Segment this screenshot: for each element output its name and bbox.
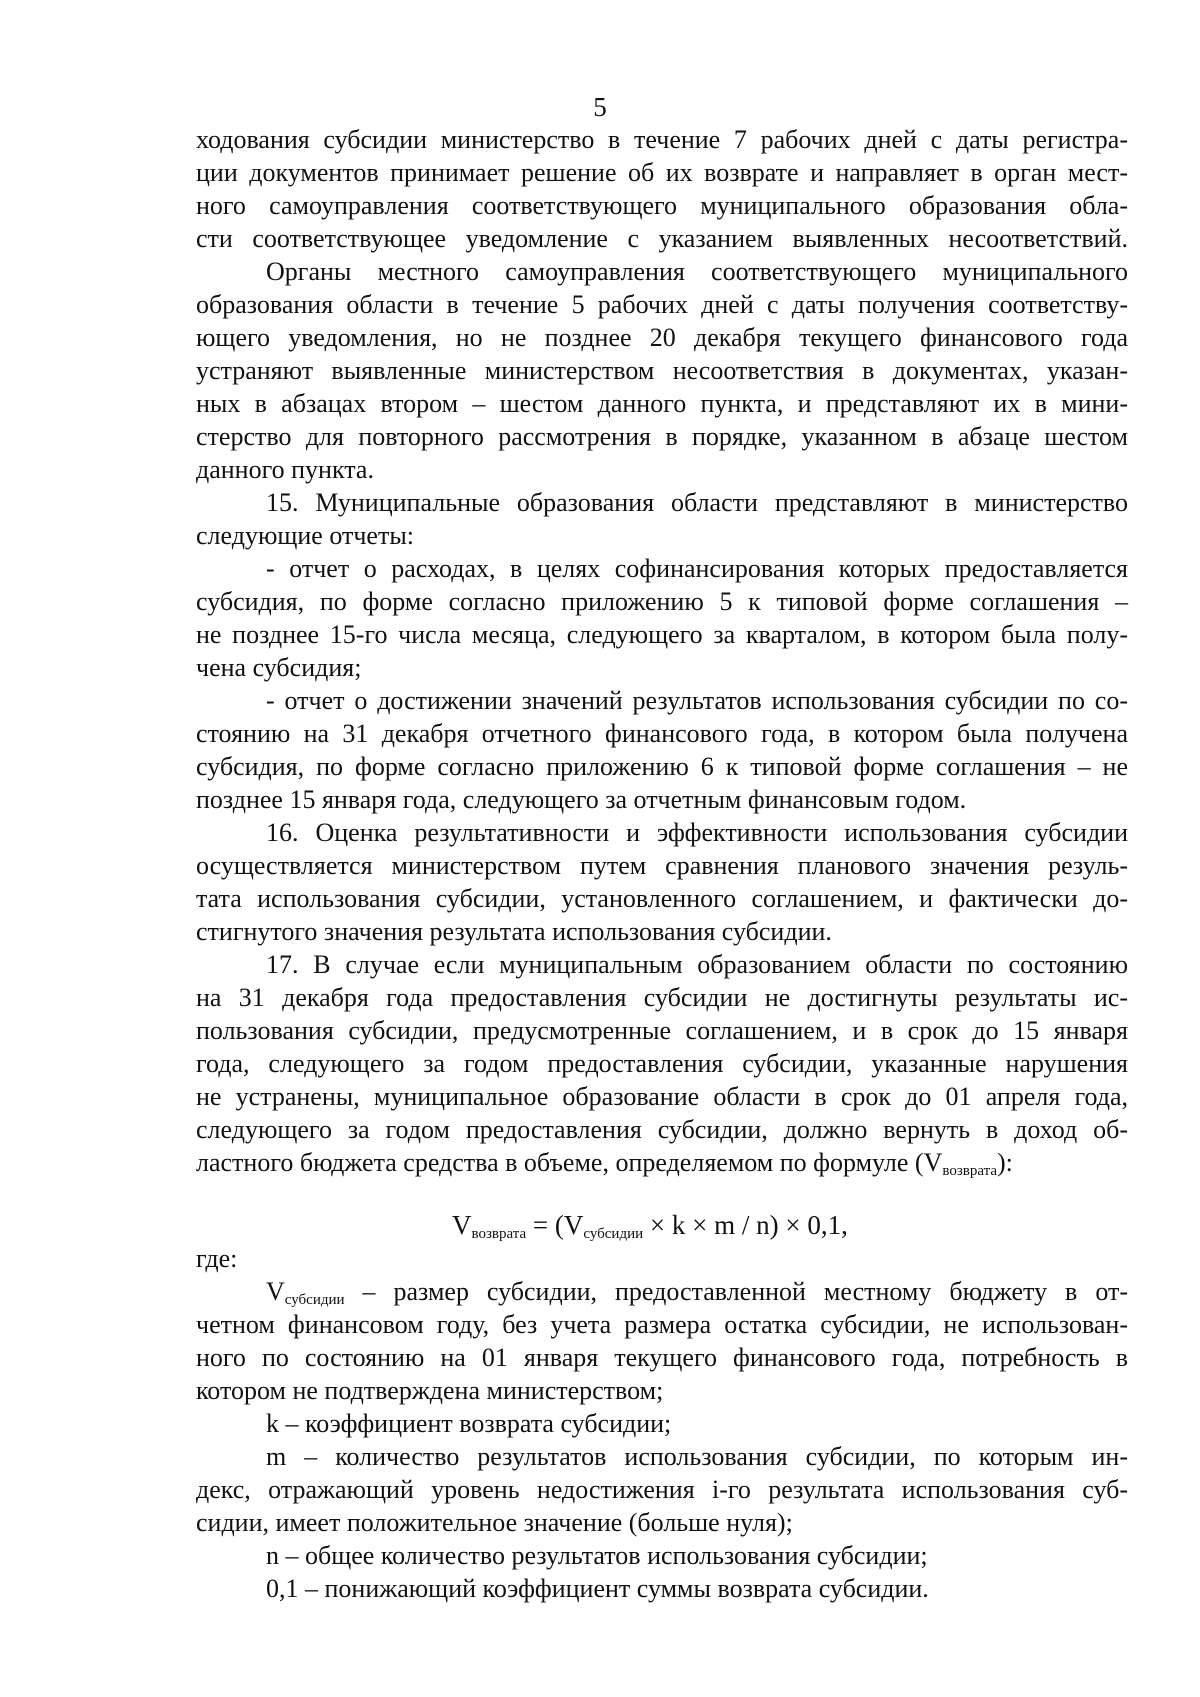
formula-v: V xyxy=(452,1210,472,1240)
text-line: ного самоуправления соответствующего муниципального образования обла- xyxy=(196,191,1128,220)
definition-line: котором не подтверждена министерством; xyxy=(196,1376,664,1405)
text-line: пользования субсидии, предусмотренные соглашением, и в срок до 15 января xyxy=(196,1016,1128,1045)
text-line: сти соответствующее уведомление с указанием выявленных несоответствий. xyxy=(196,224,1128,253)
definition-line: k – коэффициент возврата субсидии; xyxy=(266,1409,672,1438)
text-line-formula-ref xyxy=(196,1147,1128,1179)
text-line: осуществляется министерством путем сравнения планового значения резуль- xyxy=(196,851,1128,880)
text-line: года, следующего за годом предоставления субсидии, указанные нарушения xyxy=(196,1049,1128,1078)
text-line: Органы местного самоуправления соответствующего муниципального xyxy=(266,257,1128,286)
definition-line: ного по состоянию на 01 января текущего финансового года, потребность в xyxy=(196,1343,1128,1372)
text-line: ющего уведомления, но не позднее 20 декабря текущего финансового года xyxy=(196,323,1128,352)
text-line: - отчет о расходах, в целях софинансирования которых предоставляется xyxy=(266,554,1128,583)
formula-eq: = (V xyxy=(526,1210,584,1240)
text-line: ции документов принимает решение об их возврате и направляет в орган мест- xyxy=(196,158,1128,187)
text-line: устраняют выявленные министерством несоответствия в документах, указан- xyxy=(196,356,1128,385)
text-line: данного пункта. xyxy=(196,455,374,484)
definition-line: сидии, имеет положительное значение (больше нуля); xyxy=(196,1508,793,1537)
definition-line: декс, отражающий уровень недостижения i-го результата использования суб- xyxy=(196,1475,1128,1504)
text-line-start: ластного бюджета средства в объеме, определяемом по формуле (V xyxy=(196,1148,943,1177)
text-line: ных в абзацах втором – шестом данного пункта, и представляют их в мини- xyxy=(196,389,1128,418)
formula-subsidy-subscript: субсидии xyxy=(583,1226,644,1242)
text-line: субсидия, по форме согласно приложению 6 к типовой форме соглашения – не xyxy=(196,752,1128,781)
text-line: стигнутого значения результата использования субсидии. xyxy=(196,917,832,946)
text-line: - отчет о достижении значений результатов использования субсидии по со- xyxy=(266,686,1128,715)
text-line: стерство для повторного рассмотрения в порядке, указанном в абзаце шестом xyxy=(196,422,1128,451)
definition-line: четном финансовом году, без учета размера остатка субсидии, не использован- xyxy=(196,1310,1128,1339)
def-symbol: V xyxy=(266,1277,285,1306)
return-formula xyxy=(452,1208,848,1242)
text-line: образования области в течение 5 рабочих дней с даты получения соответству- xyxy=(196,290,1128,319)
def-text: – размер субсидии, предоставленной местному бюджету в от- xyxy=(344,1277,1128,1306)
text-line: следующие отчеты: xyxy=(196,521,415,550)
text-line: субсидия, по форме согласно приложению 5 к типовой форме соглашения – xyxy=(196,587,1128,616)
text-line: следующего за годом предоставления субсидии, должно вернуть в доход об- xyxy=(196,1115,1128,1144)
formula-lhs-subscript: возврата xyxy=(471,1226,527,1242)
definition-line: 0,1 – понижающий коэффициент суммы возврата субсидии. xyxy=(266,1574,929,1603)
def-symbol-subscript: субсидии xyxy=(284,1292,345,1308)
text-line: на 31 декабря года предоставления субсидии не достигнуты результаты ис- xyxy=(196,983,1128,1012)
definition-line: m – количество результатов использования субсидии, по которым ин- xyxy=(266,1442,1128,1471)
text-line: 15. Муниципальные образования области представляют в министерство xyxy=(266,488,1128,517)
formula-ref-close: ): xyxy=(997,1148,1013,1177)
text-line: ходования субсидии министерство в течение 7 рабочих дней с даты регистра- xyxy=(196,125,1128,154)
formula-rest: × k × m / n) × 0,1, xyxy=(643,1210,848,1240)
text-line: не устранены, муниципальное образование области в срок до 01 апреля года, xyxy=(196,1082,1128,1111)
text-line: не позднее 15-го числа месяца, следующего за кварталом, в котором была полу- xyxy=(196,620,1128,649)
text-line: позднее 15 января года, следующего за отчетным финансовым годом. xyxy=(196,785,967,814)
text-line: 17. В случае если муниципальным образованием области по состоянию xyxy=(266,950,1128,979)
text-line: 16. Оценка результативности и эффективности использования субсидии xyxy=(266,818,1128,847)
page-number: 5 xyxy=(593,92,607,122)
text-line: чена субсидия; xyxy=(196,653,362,682)
formula-ref-subscript: возврата xyxy=(942,1163,998,1179)
where-label: где: xyxy=(196,1244,238,1273)
definition-line xyxy=(266,1276,1128,1308)
text-line: стоянию на 31 декабря отчетного финансового года, в котором была получена xyxy=(196,719,1128,748)
text-line: тата использования субсидии, установленного соглашением, и фактически до- xyxy=(196,884,1128,913)
definition-line: n – общее количество результатов использования субсидии; xyxy=(266,1541,928,1570)
